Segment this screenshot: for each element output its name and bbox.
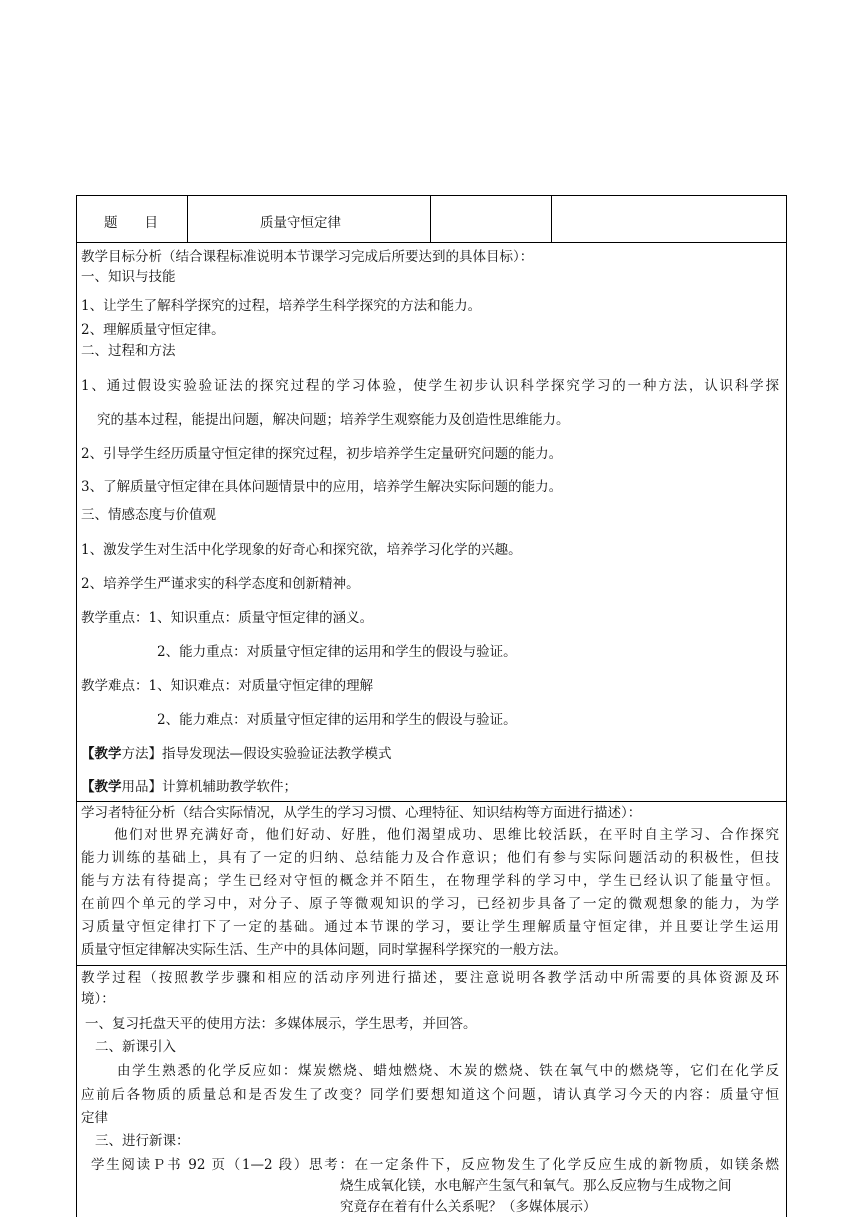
learner-text-line: 他们对世界充满好奇，他们好动、好胜，他们渴望成功、思维比较活跃，在平时自主学习、合作探究 (114, 827, 779, 843)
process-step: 三、进行新课： (95, 1133, 190, 1149)
learner-heading: 学习者特征分析（结合实际情况，从学生的学习习惯、心理特征、知识结构等方面进行描述）： (81, 805, 642, 821)
learner-text-line: 能力训练的基础上，具有了一定的归纳、总结能力及合作意识；他们有参与实际问题活动的积极性，但技 (81, 850, 779, 866)
empty-cell-1 (431, 196, 552, 242)
learner-text-line: 质量守恒定律解决实际生活、生产中的具体问题，同时掌握科学探究的一般方法。 (81, 942, 567, 958)
difficulty-point: 2、能力难点：对质量守恒定律的运用和学生的假设与验证。 (157, 712, 517, 728)
emotion-item: 2、培养学生严谨求实的科学态度和创新精神。 (81, 576, 360, 592)
process-heading-line: 境）： (81, 991, 115, 1007)
key-point: 教学重点：1、知识重点：质量守恒定律的涵义。 (81, 610, 374, 626)
title-label: 题 目 (104, 215, 158, 231)
empty-cell-2 (552, 196, 785, 242)
process-item: 1、通过假设实验验证法的探究过程的学习体验，使学生初步认识科学探究学习的一种方法，认识科学探 (81, 378, 779, 394)
emotion-heading: 三、情感态度与价值观 (81, 507, 216, 523)
key-point: 2、能力重点：对质量守恒定律的运用和学生的假设与验证。 (157, 644, 517, 660)
title-value-cell (188, 196, 431, 242)
process-step: 二、新课引入 (95, 1039, 176, 1055)
intro-text-line: 应前后各物质的质量总和是否发生了改变？同学们要想知道这个问题，请认真学习今天的内容：质量守恒 (81, 1087, 779, 1102)
reading-text-line: 究竟存在着有什么关系呢？（多媒体展示） (340, 1199, 597, 1215)
difficulty-point: 教学难点：1、知识难点：对质量守恒定律的理解 (81, 678, 374, 694)
process-heading: 二、过程和方法 (81, 343, 176, 359)
intro-text-line: 定律 (81, 1110, 108, 1125)
lesson-plan-document (76, 195, 787, 1217)
header-row (77, 196, 786, 243)
process-section (77, 966, 786, 1217)
emotion-item: 1、激发学生对生活中化学现象的好奇心和探究欲，培养学习化学的兴趣。 (81, 542, 522, 558)
title-value: 质量守恒定律 (260, 215, 341, 231)
objectives-heading: 教学目标分析（结合课程标准说明本节课学习完成后所要达到的具体目标）： (81, 249, 534, 265)
teaching-method: 【教学方法】指导发现法—假设实验验证法教学模式 (81, 746, 392, 762)
knowledge-item: 1、让学生了解科学探究的过程，培养学生科学探究的方法和能力。 (81, 298, 482, 314)
learner-text-line: 习质量守恒定律打下了一定的基础。通过本节课的学习，要让学生理解质量守恒定律，并且要让学生运用 (81, 919, 779, 935)
knowledge-item: 2、理解质量守恒定律。 (81, 322, 225, 338)
teaching-tools: 【教学用品】计算机辅助教学软件； (81, 779, 297, 795)
reading-text-line: 学生阅读Ｐ书 92 页（1—2 段）思考：在一定条件下，反应物发生了化学反应生成的新物质，如镁条燃 (91, 1157, 779, 1173)
learner-section (77, 802, 786, 966)
knowledge-heading: 一、知识与技能 (81, 269, 176, 285)
reading-text-line: 烧生成氧化镁，水电解产生氢气和氧气。那么反应物与生成物之间 (340, 1178, 732, 1194)
objectives-section (77, 243, 786, 802)
process-item-cont: 究的基本过程，能提出问题，解决问题；培养学生观察能力及创造性思维能力。 (97, 412, 570, 428)
learner-text-line: 能与方法有待提高；学生已经对守恒的概念并不陌生，在物理学科的学习中，学生已经认识了能量守恒。 (81, 873, 779, 889)
process-item: 3、了解质量守恒定律在具体问题情景中的应用，培养学生解决实际问题的能力。 (81, 479, 563, 495)
title-label-cell (77, 196, 188, 242)
process-item: 2、引导学生经历质量守恒定律的探究过程，初步培养学生定量研究问题的能力。 (81, 446, 563, 462)
process-heading-line: 教学过程（按照教学步骤和相应的活动序列进行描述，要注意说明各教学活动中所需要的具体资源及环 (81, 970, 779, 986)
intro-text-line: 由学生熟悉的化学反应如：煤炭燃烧、蜡烛燃烧、木炭的燃烧、铁在氧气中的燃烧等，它们在化学反 (117, 1063, 779, 1078)
learner-text-line: 在前四个单元的学习中，对分子、原子等微观知识的学习，已经初步具备了一定的微观想象的能力，为学 (81, 896, 779, 912)
process-step: 一、复习托盘天平的使用方法：多媒体展示，学生思考，并回答。 (85, 1016, 477, 1032)
